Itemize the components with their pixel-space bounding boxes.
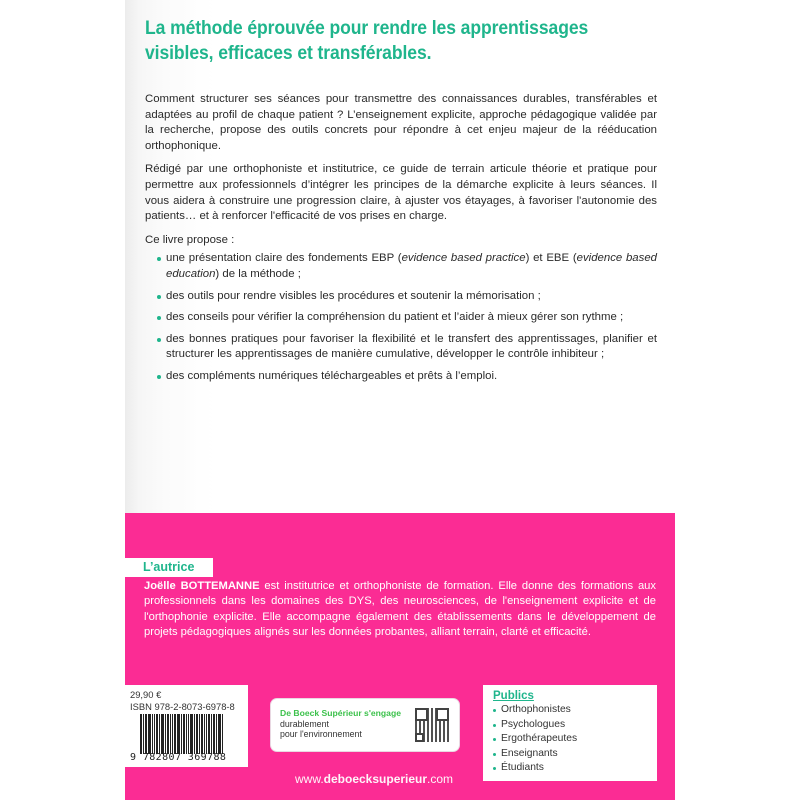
bullet-icon	[493, 709, 496, 712]
bullet-icon	[493, 767, 496, 770]
author-label: L’autrice	[125, 558, 213, 577]
bullet-icon	[493, 753, 496, 756]
author-bio: Joëlle BOTTEMANNE est institutrice et orthophoniste de formation. Elle donne des formations aux professionnels dans les domaines des DYS, des neurosciences, de l'enseignement explicite et de l'orthophonie explicite. Elle accompagne également des établissements dans le développement de projets pédagogiques alignés sur les données probantes, alliant terrain, clarté et efficacité.	[144, 580, 656, 639]
price: 29,90 €	[130, 689, 162, 700]
bullet-icon	[157, 375, 161, 379]
list-item: une présentation claire des fondements EBP (evidence based practice) et EBE (evidence based education) de la méthode ;	[157, 251, 657, 282]
barcode-icon	[130, 714, 244, 754]
cover-headline	[145, 16, 613, 66]
list-intro: Ce livre propose :	[145, 233, 235, 246]
website-link[interactable]: www.deboecksuperieur.com	[295, 772, 454, 786]
engagement-line-1: durablement	[280, 718, 329, 729]
blurb-paragraph-2: Rédigé par une orthophoniste et institutrice, ce guide de terrain articule théorie et pratique pour permettre aux professionnels d’intégrer les principes de la démarche explicite à leurs séances. Il vous aidera à construire une progression claire, à ajuster vos étayages, à favoriser l'autonomie des patients… et à renforcer l'efficacité de vos prises en charge.	[145, 163, 657, 223]
audience-title: Publics	[493, 690, 534, 702]
qr-code-icon[interactable]	[415, 708, 449, 742]
list-item: des compléments numériques téléchargeables et prêts à l’emploi.	[157, 369, 657, 385]
audience-list	[493, 703, 657, 776]
list-item: des outils pour rendre visibles les procédures et soutenir la mémorisation ;	[157, 289, 657, 305]
engagement-line-2: pour l'environnement	[280, 729, 362, 739]
author-name: Joëlle BOTTEMANNE	[144, 580, 260, 592]
bullet-icon	[493, 738, 496, 741]
barcode-box	[125, 685, 248, 767]
blurb-paragraph-1: Comment structurer ses séances pour transmettre des connaissances durables, transférables et adaptées au profil de chaque patient ? L’enseignement explicite, approche pédagogique validée par la recherche, propose des outils concrets pour répondre à cet enjeu majeur de la rééducation orthophonique.	[145, 93, 657, 152]
audience-box	[483, 685, 657, 781]
list-item: Enseignants	[493, 747, 657, 762]
bullet-icon	[157, 338, 161, 342]
bullet-icon	[493, 724, 496, 727]
bullet-icon	[157, 257, 161, 261]
list-item: Orthophonistes	[493, 703, 657, 718]
list-item: Psychologues	[493, 718, 657, 733]
bullet-icon	[157, 316, 161, 320]
headline-line-1: La méthode éprouvée pour rendre les apprentissages	[145, 17, 589, 39]
author-panel	[125, 513, 675, 800]
eco-engagement-box	[270, 698, 460, 752]
engagement-title: De Boeck Supérieur s'engage	[280, 708, 401, 718]
isbn: ISBN 978-2-8073-6978-8	[130, 700, 235, 712]
bullet-icon	[157, 295, 161, 299]
list-item: des conseils pour vérifier la compréhension du patient et l’aider à mieux gérer son rythme ;	[157, 310, 657, 326]
list-item: Ergothérapeutes	[493, 732, 657, 747]
list-item: des bonnes pratiques pour favoriser la flexibilité et le transfert des apprentissages, planifier et structurer les apprentissages de manière cumulative, développer le contrôle inhibiteur ;	[157, 332, 657, 363]
headline-line-2: visibles, efficaces et transférables.	[145, 42, 432, 64]
blurb	[145, 92, 657, 391]
list-item: Étudiants	[493, 761, 657, 776]
features-list	[145, 251, 657, 384]
book-back-cover	[125, 0, 675, 800]
barcode-digits: 9 782807 369788	[130, 752, 227, 763]
